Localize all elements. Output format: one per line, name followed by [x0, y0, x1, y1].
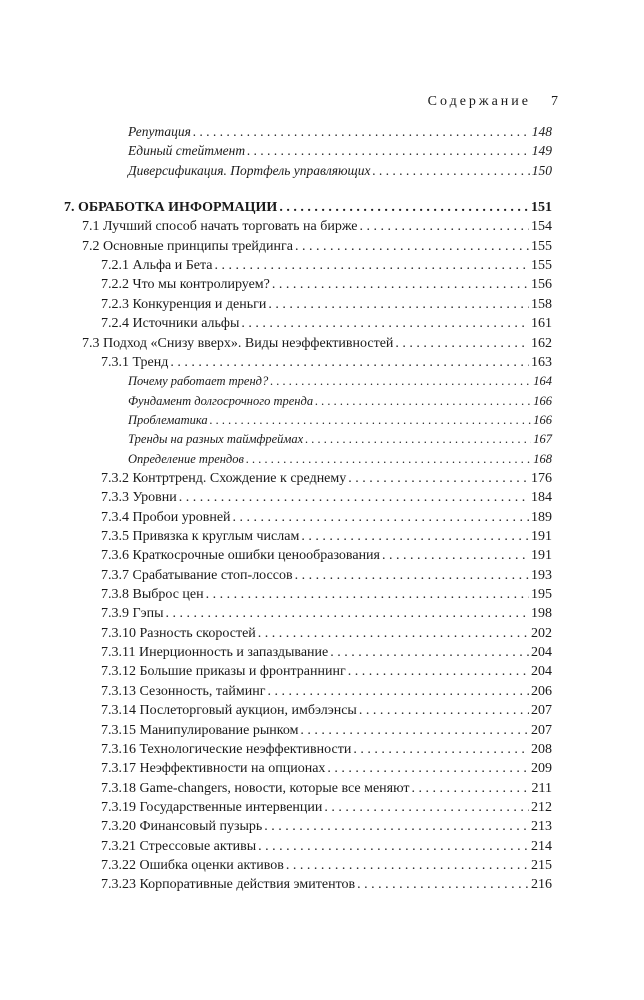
- toc-entry[interactable]: [101, 490, 552, 506]
- toc-entry-label: 7. ОБРАБОТКА ИНФОРМАЦИИ: [64, 200, 278, 216]
- toc-dot-leader: [360, 219, 529, 235]
- toc-entry[interactable]: [128, 452, 552, 467]
- toc-entry[interactable]: [101, 568, 552, 584]
- toc-entry[interactable]: [101, 606, 552, 622]
- toc-entry-label: 7.3.17 Неэффективности на опционах: [101, 761, 326, 777]
- toc-entry[interactable]: [101, 877, 552, 893]
- toc-entry-label: 7.2.3 Конкуренция и деньги: [101, 296, 267, 312]
- toc-entry[interactable]: [128, 143, 552, 159]
- toc-dot-leader: [395, 336, 529, 352]
- toc-page-number: 209: [531, 761, 552, 777]
- toc-entry-label: 7.3.3 Уровни: [101, 490, 177, 506]
- toc-dot-leader: [295, 568, 529, 584]
- toc-dot-leader: [268, 297, 529, 313]
- toc-entry[interactable]: [128, 394, 552, 409]
- toc-entry-label: 7.3.5 Привязка к круглым числам: [101, 529, 300, 544]
- toc-entry-label: Почему работает тренд?: [128, 374, 269, 389]
- toc-entry-label: 7.3.19 Государственные интервенции: [101, 799, 323, 815]
- toc-entry-label: 7.3.10 Разность скоростей: [101, 625, 256, 641]
- toc-page-number: 191: [531, 529, 552, 544]
- toc-entry-label: 7.3.18 Game-changers, новости, которые все меняют: [101, 780, 410, 796]
- toc-entry-label: 7.3.9 Гэпы: [101, 606, 164, 622]
- toc-dot-leader: [206, 587, 529, 603]
- toc-entry[interactable]: [101, 858, 552, 874]
- toc-chapter-entry[interactable]: [64, 200, 552, 216]
- toc-dot-leader: [382, 548, 529, 564]
- toc-dot-leader: [348, 664, 529, 680]
- toc-entry[interactable]: [101, 297, 552, 313]
- toc-dot-leader: [193, 124, 530, 140]
- toc-page-number: 204: [531, 645, 552, 661]
- toc-page-number: 204: [531, 664, 552, 680]
- toc-entry-label: 7.3.8 Выброс цен: [101, 587, 204, 603]
- toc-entry-label: 7.3.16 Технологические неэффективности: [101, 741, 352, 757]
- toc-entry-label: 7.3 Подход «Снизу вверх». Виды неэффективностей: [82, 335, 394, 351]
- toc-page-number: 207: [531, 703, 552, 719]
- toc-dot-leader: [300, 723, 529, 739]
- toc-dot-leader: [412, 781, 530, 797]
- header-page-number: 7: [551, 94, 558, 109]
- toc-entry-label: 7.2.1 Альфа и Бета: [101, 258, 213, 274]
- toc-entry-label: Тренды на разных таймфреймах: [128, 432, 304, 447]
- toc-dot-leader: [241, 316, 529, 332]
- toc-dot-leader: [267, 684, 529, 700]
- toc-page-number: 161: [531, 316, 552, 332]
- toc-dot-leader: [315, 394, 531, 409]
- toc-entry-label: 7.3.11 Инерционность и запаздывание: [101, 645, 329, 661]
- toc-page-number: 206: [531, 683, 552, 699]
- toc-entry-label: Единый стейтмент: [128, 143, 246, 159]
- toc-dot-leader: [324, 800, 529, 816]
- toc-page-number: 207: [531, 722, 552, 738]
- toc-dot-leader: [357, 877, 529, 893]
- toc-page-number: 195: [531, 587, 552, 603]
- toc-page-number: 148: [531, 124, 552, 139]
- toc-page-number: 167: [533, 432, 552, 447]
- toc-entry[interactable]: [101, 664, 552, 680]
- toc-entry-label: 7.3.14 Послеторговый аукцион, имбэлэнсы: [101, 703, 357, 719]
- toc-page-number: 166: [533, 393, 552, 408]
- toc-dot-leader: [166, 606, 529, 622]
- toc-entry-label: 7.3.7 Срабатывание стоп-лоссов: [101, 567, 293, 583]
- toc-page-number: 184: [531, 490, 552, 506]
- toc-entry-label: 7.3.23 Корпоративные действия эмитентов: [101, 877, 356, 893]
- toc-entry-label: 7.2.2 Что мы контролируем?: [101, 277, 270, 293]
- toc-entry[interactable]: [101, 548, 552, 564]
- toc-entry-label: 7.2.4 Источники альфы: [101, 316, 240, 332]
- toc-dot-leader: [305, 432, 531, 447]
- toc-entry[interactable]: [82, 336, 552, 352]
- toc-entry[interactable]: [101, 626, 552, 642]
- toc-page-number: 216: [531, 877, 552, 893]
- toc-dot-leader: [246, 452, 531, 467]
- toc-page-number: 150: [531, 162, 552, 178]
- header-title: Содержание: [427, 94, 531, 109]
- toc-page-number: 214: [531, 838, 552, 854]
- toc-entry[interactable]: [101, 471, 552, 487]
- toc-entry-label: 7.3.15 Манипулирование рынком: [101, 722, 299, 738]
- toc-dot-leader: [215, 258, 529, 274]
- toc-entry[interactable]: [101, 587, 552, 603]
- toc-entry[interactable]: [82, 239, 552, 255]
- toc-page-number: 155: [531, 258, 552, 274]
- toc-page-number: 155: [531, 238, 552, 254]
- toc-page-number: 156: [531, 277, 552, 293]
- toc-entry-label: 7.3.21 Стрессовые активы: [101, 838, 257, 854]
- toc-page-number: 154: [531, 219, 552, 235]
- toc-entry[interactable]: [101, 684, 552, 700]
- toc-dot-leader: [301, 529, 529, 545]
- toc-dot-leader: [359, 703, 529, 719]
- toc-entry[interactable]: [101, 723, 552, 739]
- toc-page-number: 193: [531, 567, 552, 583]
- toc-page-number: 163: [531, 354, 552, 370]
- toc-entry-label: Определение трендов: [128, 451, 244, 466]
- toc-dot-leader: [258, 626, 529, 642]
- toc-dot-leader: [258, 839, 529, 855]
- running-header: [428, 94, 558, 110]
- toc-page-number: 151: [531, 200, 552, 216]
- toc-entry[interactable]: [101, 316, 552, 332]
- toc-entry-label: 7.1 Лучший способ начать торговать на бирже: [82, 219, 358, 235]
- toc-page-number: 191: [531, 548, 552, 564]
- toc-entry[interactable]: [128, 374, 552, 389]
- toc-entry[interactable]: [101, 761, 552, 777]
- toc-entry[interactable]: [101, 819, 552, 835]
- toc-entry[interactable]: [101, 703, 552, 719]
- toc-entry-label: 7.3.13 Сезонность, тайминг: [101, 683, 266, 699]
- toc-entry-label: 7.3.22 Ошибка оценки активов: [101, 857, 284, 873]
- toc-page-number: 189: [531, 509, 552, 525]
- toc-dot-leader: [210, 413, 532, 428]
- toc-entry-label: 7.3.4 Пробои уровней: [101, 509, 231, 525]
- toc-entry-label: 7.3.6 Краткосрочные ошибки ценообразования: [101, 548, 380, 564]
- toc-entry[interactable]: [101, 529, 552, 545]
- toc-page-number: 164: [533, 374, 552, 389]
- toc-entry[interactable]: [101, 510, 552, 526]
- toc-page-number: 213: [531, 819, 552, 835]
- toc-entry-label: Репутация: [128, 124, 191, 139]
- toc-page-number: 215: [531, 857, 552, 873]
- toc-page-number: 176: [531, 470, 552, 486]
- toc-entry[interactable]: [128, 163, 552, 179]
- toc-dot-leader: [179, 490, 529, 506]
- toc-page-number: 198: [531, 606, 552, 622]
- toc-dot-leader: [295, 239, 529, 255]
- toc-entry-label: 7.2 Основные принципы трейдинга: [82, 238, 293, 254]
- toc-entry[interactable]: [101, 258, 552, 274]
- toc-entry-label: Диверсификация. Портфель управляющих: [128, 162, 371, 178]
- toc-page-number: 212: [531, 799, 552, 815]
- toc-entry-label: 7.3.2 Контртренд. Схождение к среднему: [101, 470, 347, 486]
- toc-entry[interactable]: [128, 432, 552, 447]
- toc-dot-leader: [272, 277, 529, 293]
- toc-dot-leader: [286, 858, 529, 874]
- toc-entry-label: Фундамент долгосрочного тренда: [128, 393, 314, 408]
- toc-dot-leader: [279, 200, 529, 216]
- toc-entry[interactable]: [101, 800, 552, 816]
- toc-page-number: 211: [531, 780, 552, 796]
- toc-page-number: 158: [531, 296, 552, 312]
- toc-page-number: 149: [531, 143, 552, 159]
- toc-dot-leader: [247, 143, 530, 159]
- toc-page-number: 162: [531, 335, 552, 351]
- toc-entry-label: 7.3.1 Тренд: [101, 354, 169, 370]
- toc-dot-leader: [327, 761, 529, 777]
- toc-entry-label: Проблематика: [128, 412, 208, 427]
- toc-dot-leader: [233, 510, 529, 526]
- toc-dot-leader: [170, 355, 529, 371]
- toc-entry[interactable]: [101, 355, 552, 371]
- toc-page-number: 202: [531, 625, 552, 641]
- toc-dot-leader: [264, 819, 529, 835]
- toc-entry[interactable]: [101, 277, 552, 293]
- toc-entry[interactable]: [101, 645, 552, 661]
- toc-dot-leader: [372, 163, 529, 179]
- toc-page-number: 208: [531, 741, 552, 757]
- toc-entry-label: 7.3.20 Финансовый пузырь: [101, 819, 263, 835]
- toc-entry[interactable]: [101, 781, 552, 797]
- toc-dot-leader: [270, 374, 531, 389]
- toc-entry[interactable]: [101, 839, 552, 855]
- toc-page-number: 168: [533, 451, 552, 466]
- toc-entry[interactable]: [101, 742, 552, 758]
- toc-page-number: 166: [533, 412, 552, 427]
- toc-entry[interactable]: [82, 219, 552, 235]
- toc-entry[interactable]: [128, 413, 552, 428]
- toc-entry-label: 7.3.12 Большие приказы и фронтраннинг: [101, 664, 346, 680]
- toc-entry[interactable]: [128, 124, 552, 140]
- toc-dot-leader: [353, 742, 529, 758]
- toc-dot-leader: [348, 471, 529, 487]
- toc-dot-leader: [330, 645, 529, 661]
